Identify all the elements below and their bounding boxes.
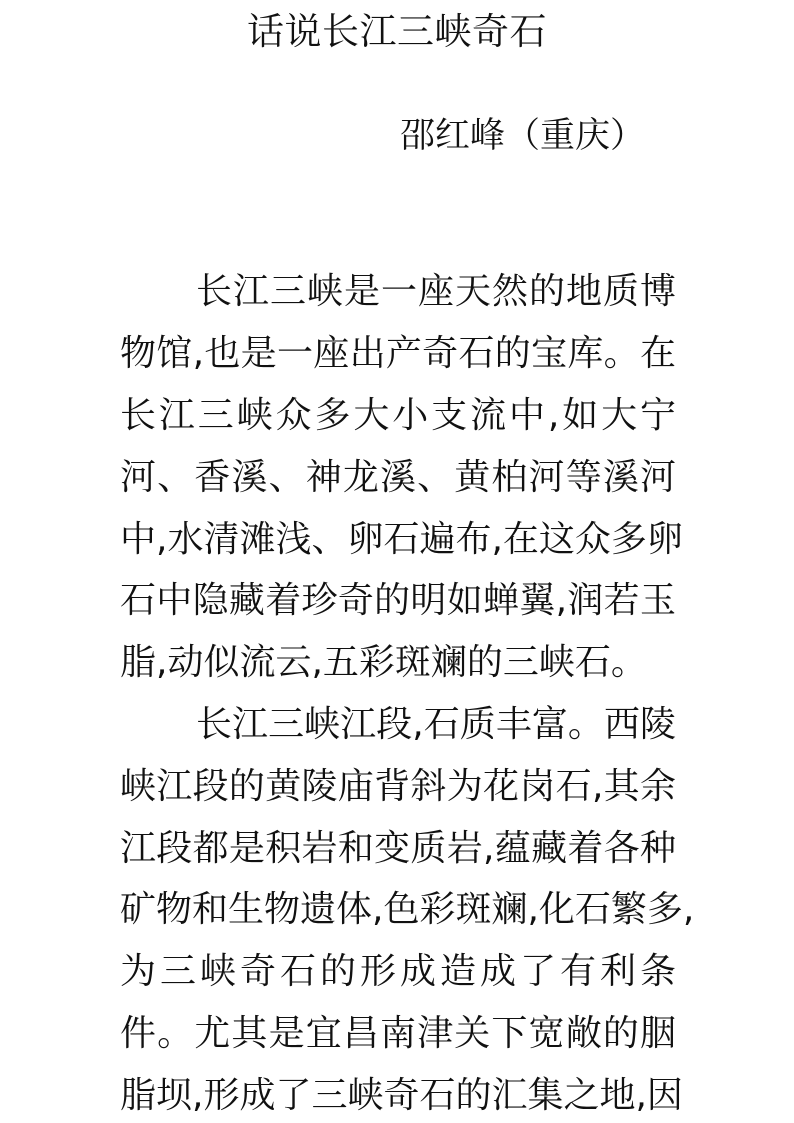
text-line: 为三峡奇石的形成造成了有利条: [120, 951, 676, 993]
text-line: 江段都是积岩和变质岩,蕴藏着各种: [120, 827, 676, 869]
text-line: 中,水清滩浅、卵石遍布,在这众多卵: [120, 518, 683, 560]
text-line: 物馆,也是一座出产奇石的宝库。在: [120, 333, 676, 375]
text-line: 长江三峡众多大小支流中,如大宁: [120, 394, 676, 436]
text-line: 石中隐藏着珍奇的明如蝉翼,润若玉: [120, 580, 676, 622]
text-line: 矿物和生物遗体,色彩斑斓,化石繁多,: [120, 889, 695, 931]
text-line: 脂,动似流云,五彩斑斓的三峡石。: [120, 642, 647, 684]
text-line: 长江三峡江段,石质丰富。西陵: [196, 703, 676, 745]
text-line: 长江三峡是一座天然的地质博: [196, 271, 676, 313]
text-line: 河、香溪、神龙溪、黄柏河等溪河: [120, 456, 676, 498]
article-title: 话说长江三峡奇石: [247, 10, 547, 53]
text-line: 峡江段的黄陵庙背斜为花岗石,其余: [120, 765, 676, 807]
article-body: [120, 258, 695, 1123]
text-line: 件。尤其是宜昌南津关下宽敞的胭: [120, 1012, 676, 1054]
text-line: 脂坝,形成了三峡奇石的汇集之地,因: [120, 1074, 683, 1116]
author-byline: 邵红峰（重庆）: [400, 116, 646, 156]
